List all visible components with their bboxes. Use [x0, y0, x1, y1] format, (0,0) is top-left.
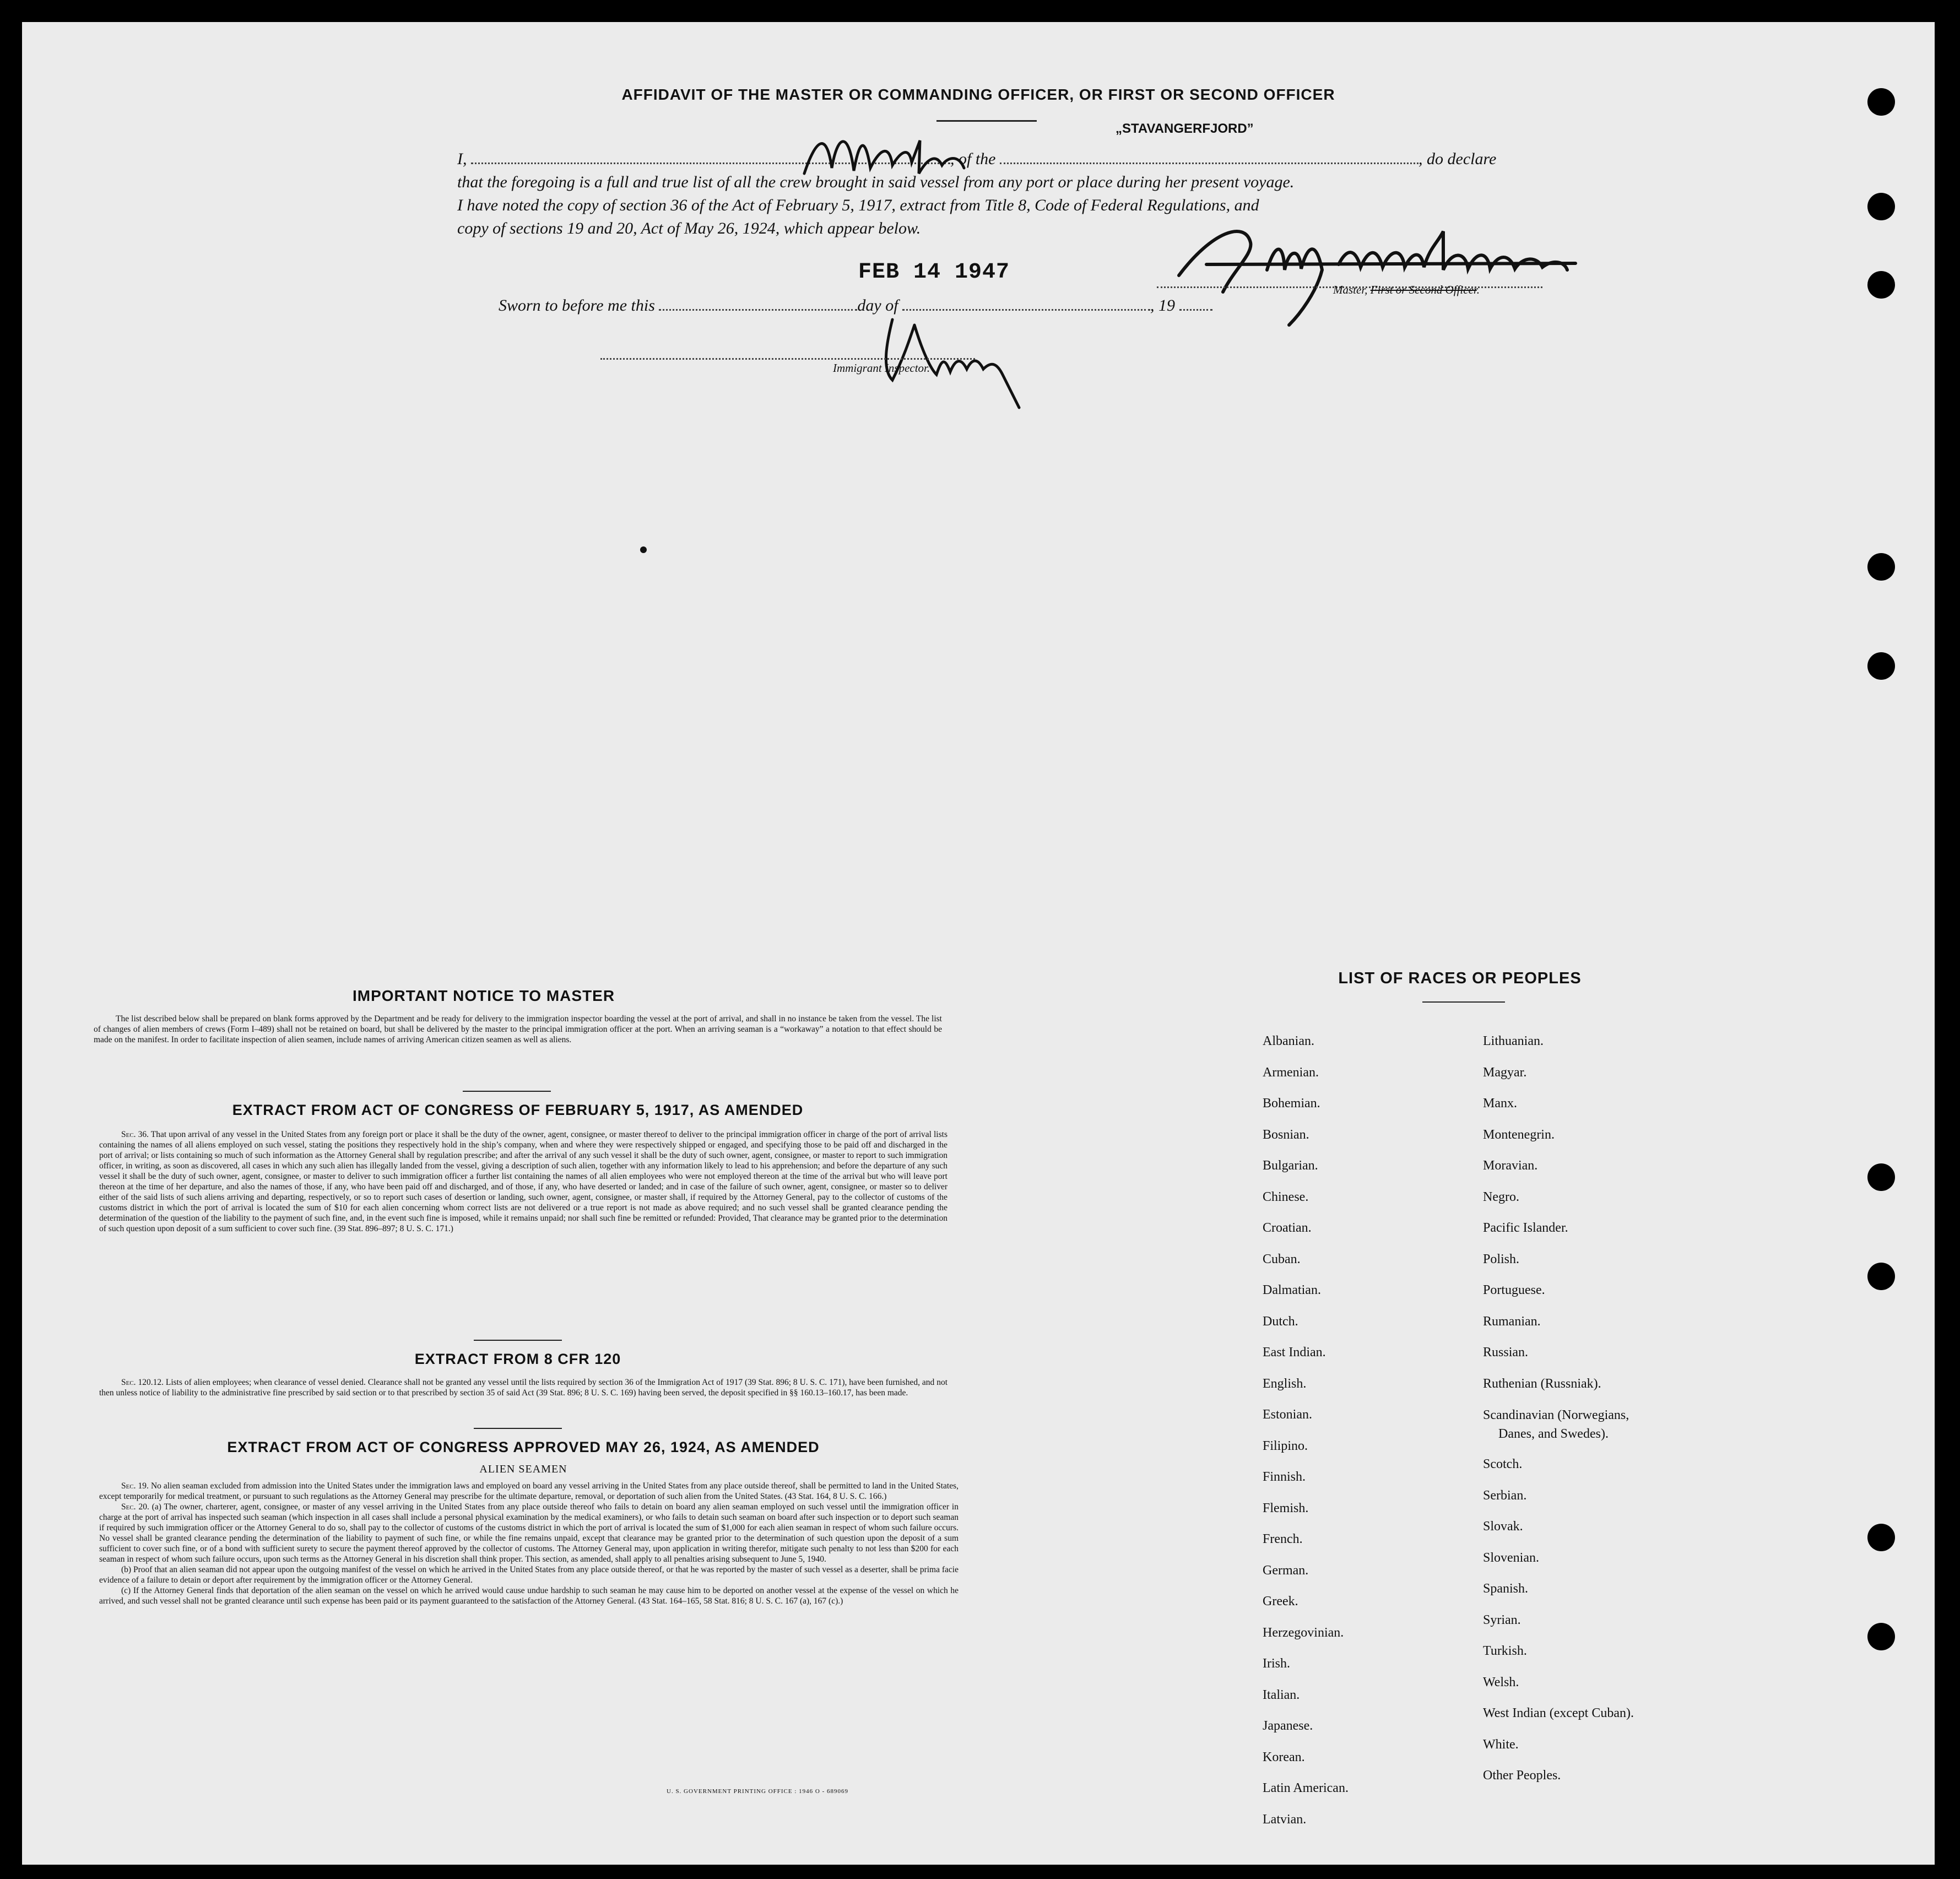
- punch-hole: [1867, 1263, 1895, 1290]
- race-item: Montenegrin.: [1483, 1127, 1555, 1142]
- race-item: Dalmatian.: [1263, 1283, 1321, 1297]
- race-item: Portuguese.: [1483, 1283, 1545, 1297]
- race-item: Armenian.: [1263, 1065, 1319, 1080]
- race-item: Latin American.: [1263, 1781, 1349, 1795]
- race-item: White.: [1483, 1737, 1519, 1752]
- affidavit-line-4: copy of sections 19 and 20, Act of May 26, 1924, which appear below.: [457, 219, 921, 237]
- master-signature: [1157, 209, 1603, 336]
- punch-hole: [1867, 1524, 1895, 1551]
- race-item: Syrian.: [1483, 1612, 1521, 1627]
- title-rule: [936, 120, 1037, 122]
- race-item: Lithuanian.: [1483, 1034, 1544, 1048]
- inspector-line: [600, 358, 975, 360]
- race-item: Irish.: [1263, 1656, 1290, 1671]
- notice-rule: [463, 1091, 551, 1092]
- affidavit-line-1: I, , of the , do declare: [457, 150, 1497, 168]
- notice-title: IMPORTANT NOTICE TO MASTER: [353, 987, 615, 1004]
- race-item: Japanese.: [1263, 1719, 1313, 1733]
- race-item: Russian.: [1483, 1345, 1529, 1360]
- race-item: East Indian.: [1263, 1345, 1326, 1360]
- race-item: Albanian.: [1263, 1034, 1314, 1048]
- race-item: Danes, and Swedes).: [1498, 1427, 1609, 1441]
- master-title: Master, First or Second Officer.: [1333, 283, 1480, 296]
- race-item: Ruthenian (Russniak).: [1483, 1376, 1601, 1391]
- race-item: Slovenian.: [1483, 1550, 1539, 1565]
- race-item: Turkish.: [1483, 1644, 1527, 1658]
- race-item: Greek.: [1263, 1594, 1298, 1609]
- race-item: Italian.: [1263, 1687, 1300, 1702]
- race-item: Welsh.: [1483, 1675, 1519, 1690]
- race-item: Bosnian.: [1263, 1127, 1309, 1142]
- punch-hole: [1867, 271, 1895, 299]
- punch-hole: [1867, 193, 1895, 220]
- race-item: Pacific Islander.: [1483, 1221, 1568, 1235]
- race-item: Spanish.: [1483, 1582, 1529, 1596]
- ship-name: „STAVANGERFJORD”: [1116, 121, 1254, 136]
- affidavit-title: AFFIDAVIT OF THE MASTER OR COMMANDING OFFICER, OR FIRST OR SECOND OFFICER: [621, 86, 1335, 103]
- affidavit-line-3: I have noted the copy of section 36 of the Act of February 5, 1917, extract from Title 8, Code of Federal Regulations, and: [457, 196, 1259, 214]
- race-item: Herzegovinian.: [1263, 1625, 1344, 1640]
- races-title: LIST OF RACES OR PEOPLES: [1338, 970, 1582, 987]
- sworn-line: Sworn to before me this day of , 19: [499, 296, 1212, 315]
- race-item: Bohemian.: [1263, 1096, 1320, 1111]
- race-item: Cuban.: [1263, 1252, 1301, 1266]
- race-item: Moravian.: [1483, 1158, 1538, 1173]
- gpo-line: U. S. GOVERNMENT PRINTING OFFICE : 1946 O - 689069: [667, 1788, 849, 1795]
- race-item: Rumanian.: [1483, 1314, 1541, 1329]
- extract-1924-body: Sec. 19. No alien seaman excluded from admission into the United States under the immigration laws and employed on board any vessel arriving in the United States from any place outside thereof, shall be permitted to land in the United States, except temporarily for medical treatment, or pursuant to such regulations as the Attorney General may prescribe for the ultimate departure, removal, or deportation of such alien from the United States. (43 Stat. 164, 8 U. S. C. 166.) Sec. 20. (a) The owner, charterer, agent, consignee, or master of any vessel arriving in the United States from any place outside thereof who fails to detain on board any alien seaman employed on such vessel until the immigration officer in charge at the port of arrival has inspected such seaman (which inspection in all cases shall include a personal physical examination by the medical examiners), or who fails to detain such seaman on board after such inspection or to deport such seaman if required by such immigration officer or the Attorney General to do so, shall pay to the collector of customs of the customs district in which the port of arrival is located the sum of $1,000 for each alien seaman in respect of whom such failure occurs. No vessel shall be granted clearance pending the determination of the liability to payment of such fine, or while the fine remains unpaid, except that clearance may be granted prior to the determination of such question upon the deposit of a sum sufficient to cover such fine, or of a bond with sufficient surety to secure the payment thereof approved by the collector of customs. The Attorney General may, upon application in writing therefor, mitigate such penalty to not less than $200 for each seaman in respect of whom such failure occurs, upon such terms as the Attorney General in his discretion shall think proper. This section, as amended, shall apply to all penalties arising subsequent to June 5, 1940. (b) Proof that an alien seaman did not appear upon the outgoing manifest of the vessel on which he arrived in the United States from any place outside thereof, or that he was reported by the master of such vessel as a deserter, shall be prima facie evidence of a failure to detain or deport after requirement by the immigration officer or the Attorney General. (c) If the Attorney General finds that deportation of the alien seaman on the vessel on which he arrived would cause undue hardship to such seaman he may cause him to be deported on another vessel at the expense of the vessel on which he arrived, and such vessel shall not be granted clearance until such expense has been paid or its payment guaranteed to the satisfaction of the Attorney General. (43 Stat. 164–165, 58 Stat. 816; 8 U. S. C. 167 (a), 167 (c).): [99, 1481, 959, 1606]
- race-item: Negro.: [1483, 1189, 1519, 1204]
- races-rule: [1422, 1001, 1505, 1003]
- race-item: Manx.: [1483, 1096, 1517, 1111]
- race-item: Scandinavian (Norwegians,: [1483, 1408, 1629, 1422]
- race-item: Scotch.: [1483, 1457, 1523, 1471]
- race-item: Chinese.: [1263, 1189, 1309, 1204]
- alien-seamen-subtitle: ALIEN SEAMEN: [479, 1463, 567, 1475]
- extract-cfr-body: Sec. 120.12. Lists of alien employees; when clearance of vessel denied. Clearance shall not be granted any vessel until the lists required by section 36 of the Immigration Act of 1917 (39 Stat. 896; 8 U. S. C. 171), have been furnished, and not then unless notice of liability to the administrative fine prescribed by said section or to that prescribed by section 35 of said Act (39 Stat. 896; 8 U. S. C. 169) having been served, the deposit specified in §§ 160.13–160.17, has been made.: [99, 1378, 947, 1398]
- stray-dot: [640, 546, 647, 553]
- race-item: Flemish.: [1263, 1501, 1309, 1515]
- race-item: Bulgarian.: [1263, 1158, 1318, 1173]
- races-right-column: [1483, 1026, 1634, 1791]
- notice-body: The list described below shall be prepared on blank forms approved by the Department and be ready for delivery to the immigration inspector boarding the vessel at the port of arrival, and shall in no instance be taken from the vessel. The list of changes of alien members of crews (Form I–489) shall not be retained on board, but shall be delivered by the master to the principal immigration officer at the port. When an arriving seaman is a “workaway” a notation to that effect should be made on the manifest. In order to facilitate inspection of alien seamen, include names of arriving American citizen seamen as well as aliens.: [94, 1014, 942, 1044]
- extract-1924-title: EXTRACT FROM ACT OF CONGRESS APPROVED MAY 26, 1924, AS AMENDED: [227, 1439, 820, 1455]
- race-item: Dutch.: [1263, 1314, 1298, 1329]
- race-item: Croatian.: [1263, 1221, 1312, 1235]
- race-item: English.: [1263, 1376, 1307, 1391]
- race-item: Magyar.: [1483, 1065, 1527, 1080]
- affidavit-line-2: that the foregoing is a full and true list of all the crew brought in said vessel from any port or place during her present voyage.: [457, 173, 1295, 191]
- race-item: Korean.: [1263, 1750, 1305, 1764]
- race-item: Other Peoples.: [1483, 1768, 1561, 1783]
- inspector-label: Immigrant Inspector.: [833, 361, 930, 375]
- race-item: West Indian (except Cuban).: [1483, 1706, 1634, 1720]
- extract-cfr-rule: [474, 1428, 562, 1429]
- race-item: Serbian.: [1483, 1488, 1527, 1503]
- date-stamp: FEB 14 1947: [858, 260, 1010, 285]
- punch-hole: [1867, 88, 1895, 116]
- races-left-column: [1263, 1026, 1349, 1835]
- race-item: Estonian.: [1263, 1407, 1312, 1422]
- race-item: German.: [1263, 1563, 1309, 1578]
- race-item: Polish.: [1483, 1252, 1520, 1266]
- punch-hole: [1867, 1623, 1895, 1650]
- extract-cfr-title: EXTRACT FROM 8 CFR 120: [414, 1351, 621, 1367]
- extract-1917-body: Sec. 36. That upon arrival of any vessel in the United States from any foreign port or place it shall be the duty of the owner, agent, consignee, or master thereof to deliver to the principal immigration officer in charge of the port of arrival lists containing the names of all aliens employed on such vessel, stating the positions they respectively hold in the ship’s company, when and where they were respectively shipped or engaged, and specifying those to be paid off and discharged in the port of arrival; or lists containing so much of such information as the Attorney General shall by regulation prescribe; and after the arrival of any such vessel it shall be the duty of such owner, agent, consignee, or master to report to such immigration officer, in writing, as soon as discovered, all cases in which any such alien has illegally landed from the vessel, giving a description of such alien, together with any information likely to lead to his apprehension; and before the departure of any such vessel it shall be the duty of such owner, agent, consignee, or master to deliver to such immigration officer a further list containing the names of all alien employees who were not employed thereon at the time of the arrival but who will leave port thereon at the time of her departure, and also the names of those, if any, who have been paid off and discharged, and of those, if any, who have deserted or landed; and in case of the failure of such owner, agent, consignee, or master so to deliver either of the said lists of such aliens arriving and departing, respectively, or so to report such cases of desertion or landing, such owner, agent, consignee, or master shall, if required by the Attorney General, pay to the collector of customs of the customs district in which the port of arrival is located the sum of $10 for each alien concerning whom correct lists are not delivered or a true report is not made as above required; and no such vessel shall be granted clearance pending the determination of the question of the liability to the payment of such fine, and, in the event such fine is imposed, while it remains unpaid; nor shall such fine be remitted or refunded: Provided, That clearance may be granted prior to the determination of such question upon deposit of a sum sufficient to cover such fine. (39 Stat. 896–897; 8 U. S. C. 171.): [99, 1130, 947, 1233]
- race-item: French.: [1263, 1532, 1303, 1546]
- document-page: [22, 22, 1935, 1865]
- extract-1917-rule: [474, 1340, 562, 1341]
- race-item: Filipino.: [1263, 1438, 1308, 1453]
- race-item: Slovak.: [1483, 1519, 1523, 1534]
- punch-hole: [1867, 1163, 1895, 1191]
- punch-hole: [1867, 553, 1895, 581]
- extract-1917-title: EXTRACT FROM ACT OF CONGRESS OF FEBRUARY 5, 1917, AS AMENDED: [232, 1102, 804, 1118]
- race-item: Latvian.: [1263, 1812, 1307, 1827]
- race-item: Finnish.: [1263, 1470, 1306, 1484]
- punch-hole: [1867, 652, 1895, 680]
